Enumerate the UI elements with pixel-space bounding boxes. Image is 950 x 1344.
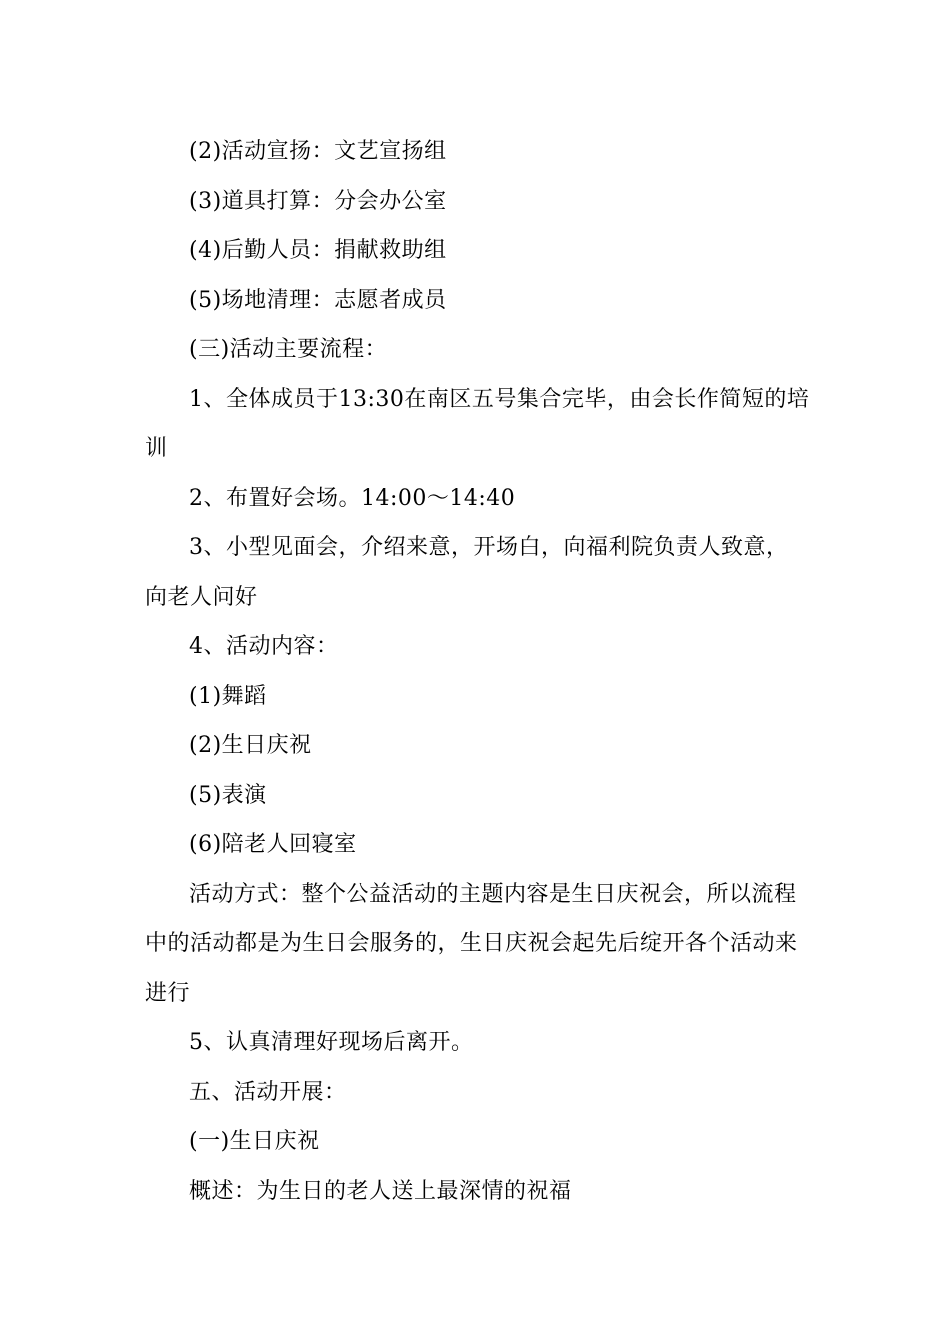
paragraph: (3)道具打算：分会办公室 — [189, 188, 447, 214]
paragraph: 5、认真清理好现场后离开。 — [189, 1030, 474, 1055]
paragraph: 2、布置好会场。14:00～14:40 — [189, 485, 516, 511]
paragraph: (1)舞蹈 — [189, 683, 267, 709]
paragraph: (6)陪老人回寝室 — [189, 832, 357, 857]
paragraph: 活动方式：整个公益活动的主题内容是生日庆祝会，所以流程中的活动都是为生日会服务的，生日庆祝会起先后绽开各个活动来进行 — [145, 881, 798, 1006]
paragraph: (2)活动宣扬：文艺宣扬组 — [189, 139, 447, 164]
paragraph: 概述：为生日的老人送上最深情的祝福 — [189, 1178, 572, 1204]
section-heading: (三)活动主要流程： — [189, 337, 388, 362]
paragraph: 4、活动内容： — [189, 634, 339, 659]
section-heading: 五、活动开展： — [189, 1079, 347, 1105]
paragraph: 3、小型见面会，介绍来意，开场白，向福利院负责人致意，向老人问好 — [145, 535, 789, 610]
paragraph: 1、全体成员于13:30在南区五号集合完毕，由会长作简短的培训 — [145, 386, 810, 461]
paragraph: (4)后勤人员：捐献救助组 — [189, 238, 447, 263]
document-body — [145, 127, 810, 1216]
paragraph: (5)场地清理：志愿者成员 — [189, 287, 447, 313]
paragraph: (5)表演 — [189, 782, 267, 808]
paragraph: (2)生日庆祝 — [189, 733, 312, 758]
paragraph: (一)生日庆祝 — [189, 1129, 320, 1154]
